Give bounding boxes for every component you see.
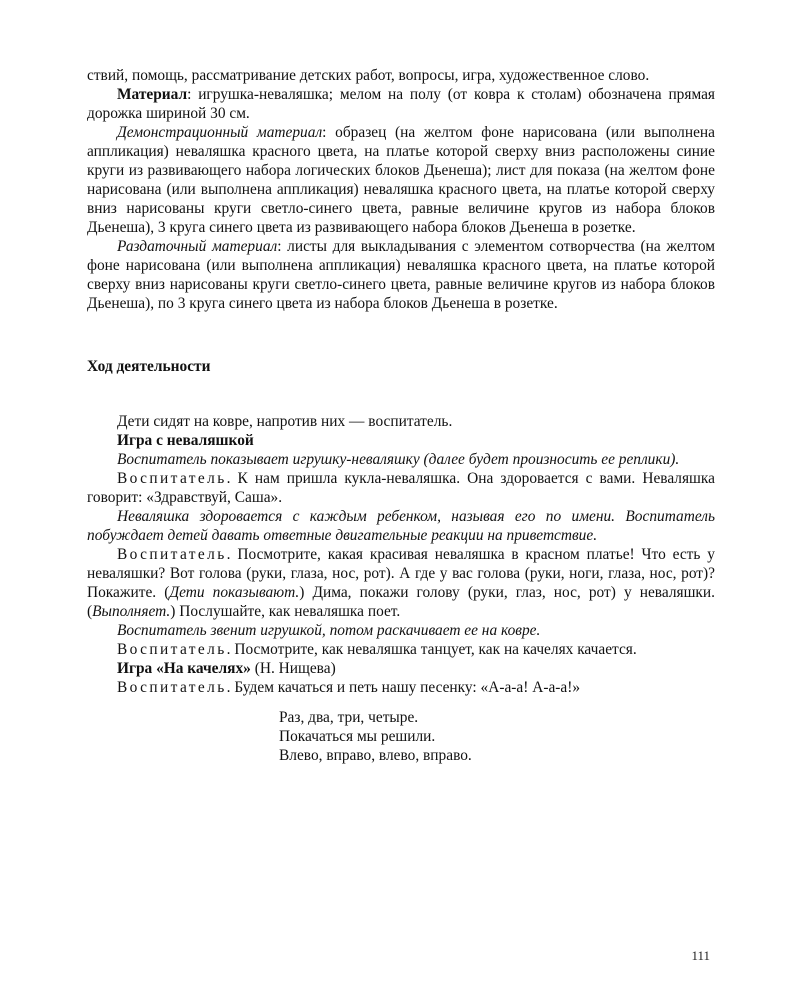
text-handout-material: : листы для выкладывания с элементом сотворчества (на желтом фоне нарисована (или выполнена аппликация) неваляшка красного цвета, на платье которой сверху вниз нарисованы круги светло-синего цвета, равные величине кругов из набора блоков Дьенеша), по 3 круга синего цвета из набора блоков Дьенеша в розетке. [87, 238, 715, 312]
game-title-nevalyashka [87, 431, 715, 450]
paragraph-methods: ствий, помощь, рассматривание детских работ, вопросы, игра, художественное слово. [87, 67, 650, 84]
dialogue-1 [87, 469, 715, 507]
dialogue-4 [87, 678, 715, 697]
dialogue-2 [87, 545, 715, 621]
dialogue-1-text: . К нам пришла кукла-неваляшка. Она здоровается с вами. Неваляшка говорит: «Здравствуй, Саша». [87, 470, 715, 506]
stage-direction-1: Воспитатель показывает игрушку-неваляшку (далее будет произносить ее реплики). [117, 451, 680, 468]
dialogue-2-text-c: ) Послушайте, как неваляшка поет. [170, 603, 401, 620]
poem-line: Раз, два, три, четыре. [279, 709, 419, 726]
speaker-label: Воспитатель [117, 679, 227, 696]
game-title-swing-author: (Н. Нищева) [250, 660, 336, 677]
dialogue-3 [87, 640, 715, 659]
stage-direction-2: Неваляшка здоровается с каждым ребенком, называя его по имени. Воспитатель побуждает детей давать ответные двигательные реакции на приветствие. [87, 508, 715, 544]
dialogue-4-text: . Будем качаться и петь нашу песенку: «А-а-а! А-а-а!» [226, 679, 581, 696]
paragraph-demo-material [87, 123, 715, 237]
game-title-text: Игра с неваляшкой [117, 432, 254, 449]
speaker-label: Воспитатель [117, 470, 227, 487]
dialogue-2-text-a: . Посмотрите, какая красивая неваляшка в красном платье! Что есть у неваляшки? Вот голова (руки, глаза, нос, рот). А где у вас голова (руки, ноги, глаза, нос, рот)? Покажите. ( [87, 546, 715, 601]
dialogue-3-text: . Посмотрите, как неваляшка танцует, как на качелях качается. [226, 641, 637, 658]
text-demo-material: : образец (на желтом фоне нарисована (или выполнена аппликация) неваляшка красного цвета, на платье которой сверху вниз расположены синие круги из развивающего набора логических блоков Дьенеша); лист для показа (на желтом фоне нарисована (или выполнена аппликация) неваляшка красного цвета, на платье которой сверху вниз нарисованы круги светло-синего цвета, равные величине кругов из набора блоков Дьенеша), 3 круга синего цвета из развивающего набора блоков Дьенеша в розетке. [87, 124, 715, 236]
dialogue-2-remark-b: Выполняет. [92, 603, 171, 620]
dialogue-2-remark-a: Дети показывают. [169, 584, 300, 601]
game-title-swing [87, 659, 715, 678]
paragraph-material [87, 85, 715, 123]
page-number: 111 [691, 948, 710, 963]
speaker-label: Воспитатель [117, 546, 227, 563]
text-material: : игрушка-неваляшка; мелом на полу (от ковра к столам) обозначена прямая дорожка шириной 30 см. [87, 86, 715, 122]
game-title-swing-text: Игра «На качелях» [117, 660, 251, 677]
dialogue-2-text-b: ) Дима, покажи голову (руки, глаз, нос, рот) у неваляшки. ( [87, 584, 715, 620]
section-heading: Ход деятельности [87, 358, 211, 375]
label-demo-material: Демонстрационный материал [117, 124, 323, 141]
paragraph-handout-material [87, 237, 715, 313]
poem-line: Покачаться мы решили. [279, 728, 436, 745]
label-handout-material: Раздаточный материал [117, 238, 278, 255]
poem [279, 708, 715, 765]
page-content [87, 66, 715, 765]
label-material: Материал [117, 86, 188, 103]
speaker-label: Воспитатель [117, 641, 227, 658]
stage-direction-3: Воспитатель звенит игрушкой, потом раскачивает ее на ковре. [117, 622, 541, 639]
paragraph-children-sit: Дети сидят на ковре, напротив них — воспитатель. [117, 413, 453, 430]
poem-line: Влево, вправо, влево, вправо. [279, 747, 472, 764]
